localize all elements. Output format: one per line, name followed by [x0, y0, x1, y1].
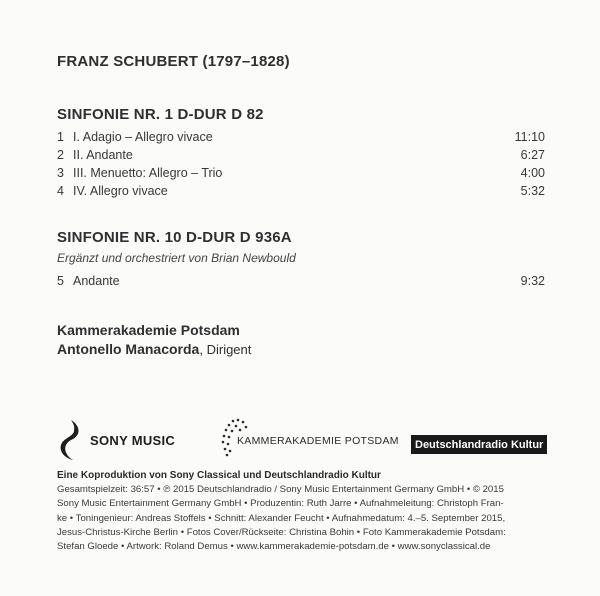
track-number: 2 — [57, 148, 64, 162]
credits-line: ke • Toningenieur: Andreas Stoffels • Schnitt: Alexander Feucht • Aufnahmedatum: 4.–5. September 2015, — [57, 512, 506, 524]
conductor-line — [57, 340, 251, 359]
sony-music-text: SONY MUSIC — [90, 432, 176, 448]
track-title: I. Adagio – Allegro vivace — [73, 130, 213, 144]
track-duration: 5:32 — [520, 184, 545, 198]
track-duration: 6:27 — [520, 148, 545, 162]
sony-music-mark-icon — [57, 418, 87, 462]
track-row — [57, 130, 545, 148]
track-title: IV. Allegro vivace — [73, 184, 168, 198]
work-title-sinfonie-1: SINFONIE NR. 1 D-DUR D 82 — [57, 106, 264, 123]
conductor-name: Antonello Manacorda — [57, 341, 200, 357]
logo-row — [57, 418, 547, 466]
ensemble-name: Kammerakademie Potsdam — [57, 322, 240, 338]
track-row — [57, 166, 545, 184]
track-row — [57, 148, 545, 166]
deutschlandradio-logo: Deutschlandradio Kultur — [411, 435, 547, 454]
credits-line: Gesamtspielzeit: 36:57 • ℗ 2015 Deutschlandradio / Sony Music Entertainment Germany GmbH • © 2015 — [57, 484, 504, 496]
conductor-role: , Dirigent — [199, 342, 252, 357]
track-row — [57, 274, 545, 292]
track-number: 4 — [57, 184, 64, 198]
coproduction-line: Eine Koproduktion von Sony Classical und Deutschlandradio Kultur — [57, 470, 381, 481]
credits-line: Jesus-Christus-Kirche Berlin • Fotos Cover/Rückseite: Christina Bohin • Foto Kammerakademie Potsdam: — [57, 526, 506, 538]
credits-line: Stefan Gloede • Artwork: Roland Demus • www.kammerakademie-potsdam.de • www.sonyclassical.de — [57, 541, 491, 553]
sony-music-logo — [57, 418, 175, 462]
work-title-sinfonie-10: SINFONIE NR. 10 D-DUR D 936A — [57, 229, 292, 246]
track-title: II. Andante — [73, 148, 133, 162]
track-duration: 4:00 — [520, 166, 545, 180]
track-row — [57, 184, 545, 202]
track-title: Andante — [73, 274, 120, 288]
track-duration: 9:32 — [520, 274, 545, 288]
credits-line: Sony Music Entertainment Germany GmbH • Produzentin: Ruth Jarre • Aufnahmeleitung: Christoph Fran- — [57, 498, 504, 510]
track-number: 1 — [57, 130, 64, 144]
track-number: 3 — [57, 166, 64, 180]
kammerakademie-logo — [219, 418, 399, 462]
track-duration: 11:10 — [514, 130, 545, 144]
credits-block — [57, 469, 547, 554]
performers — [57, 321, 251, 359]
tracklist-sinfonie-10 — [57, 274, 545, 292]
composer-heading: FRANZ SCHUBERT (1797–1828) — [57, 53, 290, 70]
tracklist-sinfonie-1 — [57, 130, 545, 202]
track-title: III. Menuetto: Allegro – Trio — [73, 166, 223, 180]
track-number: 5 — [57, 274, 64, 288]
kammerakademie-text: KAMMERAKADEMIE POTSDAM — [237, 435, 399, 447]
work-subtitle: Ergänzt und orchestriert von Brian Newbould — [57, 251, 296, 265]
